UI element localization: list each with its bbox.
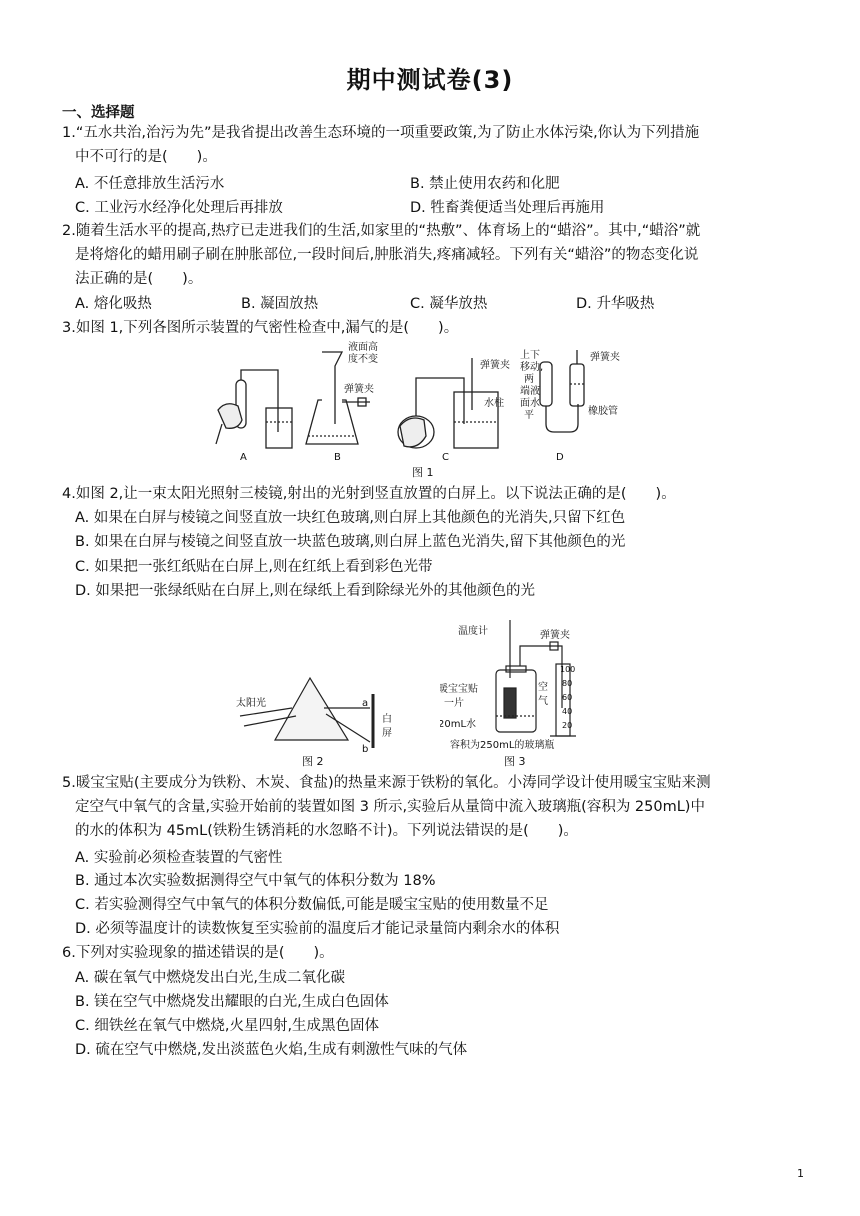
q6-option-c: C. 细铁丝在氧气中燃烧,火星四射,生成黑色固体	[75, 1018, 380, 1034]
figure-1-apparatus	[210, 340, 650, 480]
fig1-d-tube: 橡胶管	[588, 406, 618, 417]
q1-option-b: B. 禁止使用农药和化肥	[410, 176, 560, 192]
fig3-scale-20: 20	[562, 721, 573, 730]
fig1-d-note-2: 移动,	[520, 362, 544, 373]
fig1-d-note-4: 端液	[520, 386, 540, 397]
figure-3-apparatus	[440, 612, 620, 752]
fig1-d-clip: 弹簧夹	[590, 352, 620, 363]
question-4	[62, 482, 782, 506]
fig1-b-note-1: 液面高	[348, 342, 378, 353]
fig1-d-note-3: 两	[524, 374, 534, 385]
q4-option-c: C. 如果把一张红纸贴在白屏上,则在红纸上看到彩色光带	[75, 559, 433, 575]
q1-option-a: A. 不任意排放生活污水	[75, 176, 225, 192]
fig2-screen-2: 屏	[382, 728, 392, 739]
figure-3-caption: 图 3	[504, 755, 526, 768]
q5-option-a: A. 实验前必须检查装置的气密性	[75, 850, 283, 866]
q4-option-a: A. 如果在白屏与棱镜之间竖直放一块红色玻璃,则白屏上其他颜色的光消失,只留下红色	[75, 510, 626, 526]
fig2-label-b: b	[362, 744, 369, 755]
fig3-scale-80: 80	[562, 679, 573, 688]
fig1-c-water: 水柱	[484, 398, 504, 409]
q5-option-d: D. 必须等温度计的读数恢复至实验前的温度后才能记录量筒内剩余水的体积	[75, 921, 560, 937]
q3-line-1: 3.如图 1,下列各图所示装置的气密性检查中,漏气的是( )。	[62, 320, 459, 336]
q4-line-1: 4.如图 2,让一束太阳光照射三棱镜,射出的光射到竖直放置的白屏上。以下说法正确的是( )。	[62, 486, 676, 502]
figure-1-caption: 图 1	[412, 466, 434, 479]
fig3-scale-40: 40	[562, 707, 573, 716]
fig1-d-note-5: 面水	[520, 398, 540, 409]
fig3-warmer-label-1: 暖宝宝贴	[440, 684, 478, 695]
q5-line-3: 的水的体积为 45mL(铁粉生锈消耗的水忽略不计)。下列说法错误的是( )。	[75, 823, 578, 840]
fig1-apparatus-b	[306, 352, 370, 444]
fig1-apparatus-a	[216, 370, 292, 448]
fig1-b-note-2: 度不变	[348, 354, 378, 365]
fig2-sunlight-label: 太阳光	[236, 698, 266, 709]
q6-line-1: 6.下列对实验现象的描述错误的是( )。	[62, 945, 334, 961]
fig1-label-d: D	[556, 452, 564, 463]
fig1-label-b: B	[334, 452, 341, 463]
q4-option-d: D. 如果把一张绿纸贴在白屏上,则在绿纸上看到除绿光外的其他颜色的光	[75, 583, 535, 599]
q2-option-d: D. 升华吸热	[576, 296, 655, 312]
q6-option-d: D. 硫在空气中燃烧,发出淡蓝色火焰,生成有刺激性气味的气体	[75, 1042, 468, 1058]
question-2	[62, 219, 782, 292]
fig3-air-label-2: 气	[538, 696, 548, 707]
fig1-b-clip: 弹簧夹	[344, 384, 374, 395]
q5-line-1: 5.暖宝宝贴(主要成分为铁粉、木炭、食盐)的热量来源于铁粉的氧化。小涛同学设计使用暖宝宝贴来测	[62, 775, 711, 791]
fig2-screen-1: 白	[382, 714, 392, 725]
q4-option-b: B. 如果在白屏与棱镜之间竖直放一块蓝色玻璃,则白屏上蓝色光消失,留下其他颜色的光	[75, 534, 626, 550]
fig3-warmer-label-2: 一片	[444, 698, 464, 709]
q5-option-c: C. 若实验测得空气中氧气的体积分数偏低,可能是暖宝宝贴的使用数量不足	[75, 897, 549, 913]
figure-2-caption: 图 2	[302, 755, 324, 768]
fig1-d-note-6: 平	[524, 410, 534, 421]
warmer-patch	[504, 688, 516, 718]
question-1	[62, 121, 782, 169]
q2-line-1: 2.随着生活水平的提高,热疗已走进我们的生活,如家里的“热敷”、体育场上的“蜡浴”。其中,“蜡浴”就	[62, 223, 701, 239]
fig3-water-label: 20mL水	[440, 719, 477, 730]
fig3-thermometer-label: 温度计	[458, 626, 488, 637]
question-3	[62, 316, 782, 340]
fig3-scale-100: 100	[560, 665, 576, 674]
fig3-bottle-label: 容积为250mL的玻璃瓶	[450, 740, 555, 751]
section-heading: 一、选择题	[62, 105, 135, 121]
fig3-scale-60: 60	[562, 693, 573, 702]
q5-option-b: B. 通过本次实验数据测得空气中氧气的体积分数为 18%	[75, 873, 436, 889]
q5-line-2: 定空气中氧气的含量,实验开始前的装置如图 3 所示,实验后从量筒中流入玻璃瓶(容积为 250mL)中	[75, 799, 705, 816]
fig1-apparatus-d	[540, 350, 584, 432]
fig2-label-a: a	[362, 698, 369, 709]
q6-option-a: A. 碳在氧气中燃烧发出白光,生成二氧化碳	[75, 970, 345, 986]
q2-line-3: 法正确的是( )。	[75, 271, 203, 288]
q1-line-1: 1.“五水共治,治污为先”是我省提出改善生态环境的一项重要政策,为了防止水体污染,你认为下列措施	[62, 125, 700, 141]
q6-option-b: B. 镁在空气中燃烧发出耀眼的白光,生成白色固体	[75, 994, 389, 1010]
page-number: 1	[797, 1167, 804, 1180]
question-6	[62, 941, 782, 965]
fig3-clip-label: 弹簧夹	[540, 630, 570, 641]
q1-line-2: 中不可行的是( )。	[75, 149, 217, 166]
page-title: 期中测试卷(3)	[346, 66, 514, 94]
q2-option-a: A. 熔化吸热	[75, 296, 152, 312]
q1-option-d: D. 牲畜粪便适当处理后再施用	[410, 200, 605, 216]
fig1-label-a: A	[240, 452, 247, 463]
fig1-apparatus-c	[398, 358, 498, 448]
fig1-c-clip: 弹簧夹	[480, 360, 510, 371]
q1-option-c: C. 工业污水经净化处理后再排放	[75, 200, 283, 216]
q2-option-c: C. 凝华放热	[410, 296, 488, 312]
q2-option-b: B. 凝固放热	[241, 296, 319, 312]
question-5	[62, 771, 782, 844]
fig1-d-note-1: 上下	[520, 350, 540, 361]
figure-2-prism	[230, 670, 410, 760]
fig1-label-c: C	[442, 452, 449, 463]
q2-line-2: 是将熔化的蜡用刷子刷在肿胀部位,一段时间后,肿胀消失,疼痛减轻。下列有关“蜡浴”的物态变化说	[75, 247, 699, 264]
fig3-air-label-1: 空	[538, 682, 548, 693]
